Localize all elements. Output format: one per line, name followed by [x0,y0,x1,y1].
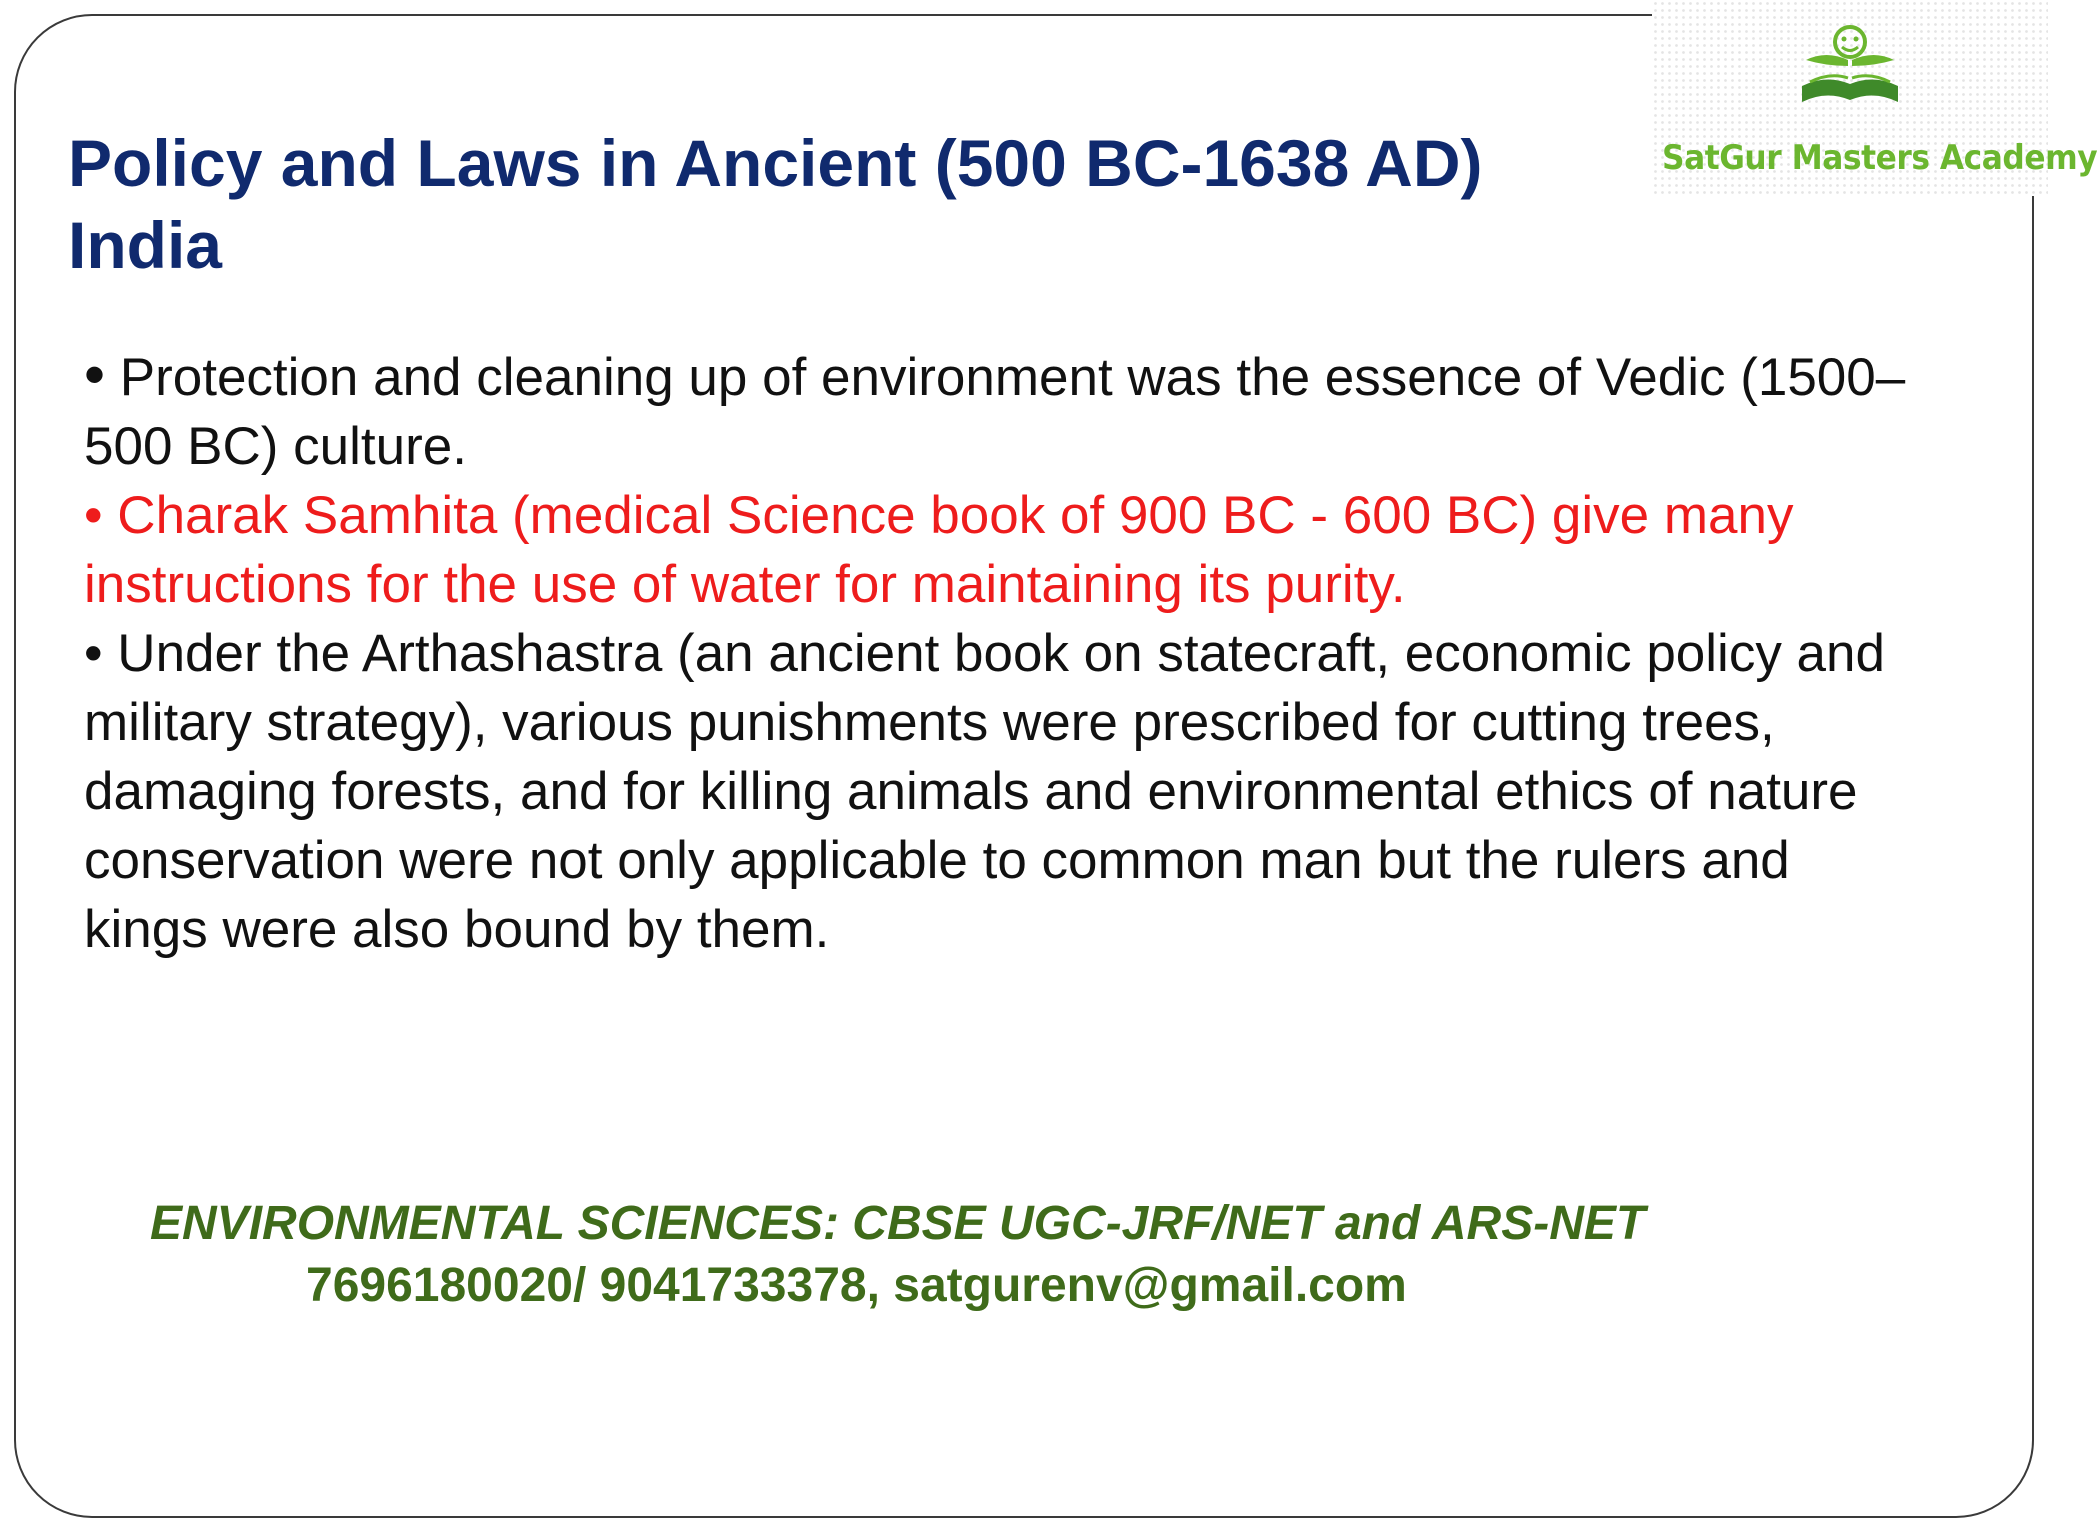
bullet-text: Under the Arthashastra (an ancient book on statecraft, economic policy and military strategy), various punishments were prescribed for cutting trees, damaging forests, and for killing animals and environmental ethics of nature conservation were not only applicable to common man but the rulers and kings were also bound by them. [84,624,1885,959]
bullet-text: Charak Samhita (medical Science book of 900 BC - 600 BC) give many instructions for the use of water for maintaining its purity. [84,486,1794,614]
bullet-list [84,340,1924,964]
academy-name: SatGur Masters Academy [1662,138,2097,178]
bullet-marker: • [84,341,106,408]
reader-book-icon [1790,20,1910,120]
footer-course-title: ENVIRONMENTAL SCIENCES: CBSE UGC-JRF/NET and ARS-NET [150,1197,1646,1250]
bullet-marker: • [84,486,103,545]
bullet-marker: • [84,624,103,683]
footer-contact: 7696180020/ 9041733378, satgurenv@gmail.com [306,1259,1407,1312]
title-line-2: India [68,208,223,282]
slide-title [68,122,1628,286]
bullet-item [84,619,1924,964]
bullet-text: Protection and cleaning up of environment was the essence of Vedic (1500–500 BC) culture. [84,348,1906,476]
bullet-item [84,340,1924,481]
bullet-item-highlight [84,481,1924,619]
title-line-1: Policy and Laws in Ancient (500 BC-1638 AD) [68,126,1483,200]
academy-logo [1652,0,2097,196]
